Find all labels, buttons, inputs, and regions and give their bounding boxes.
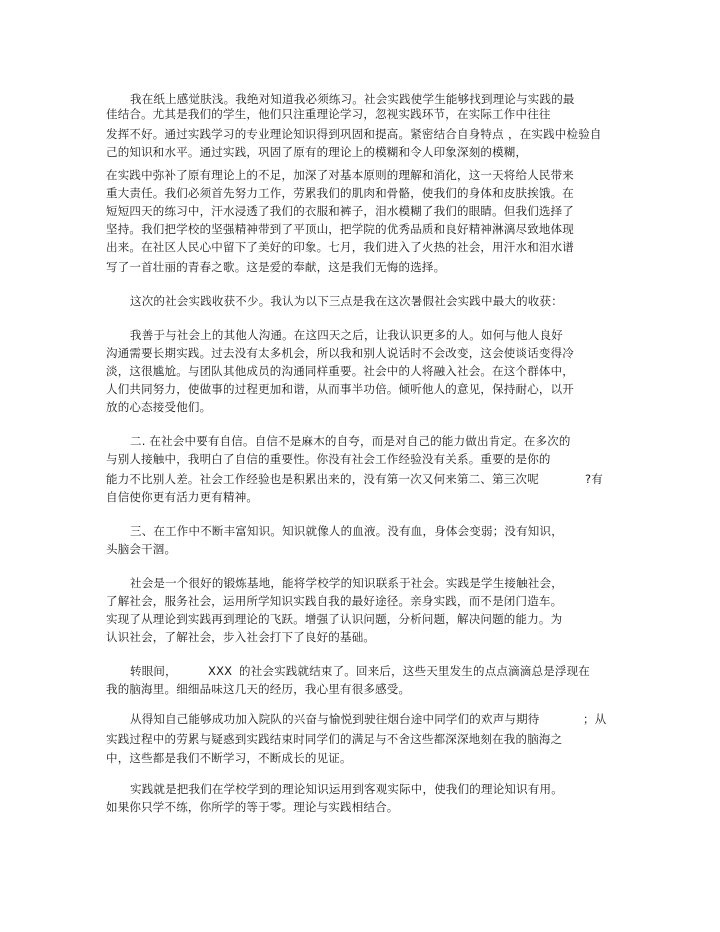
text-line: 己的知识和水平。通过实践，巩固了原有的理论上的模糊和令人印象深刻的模糊，: [106, 145, 528, 159]
text-line: 从得知自己能够成功加入院队的兴奋与愉悦到驶往烟台途中同学们的欢声与期待: [130, 712, 540, 726]
text-line: 了解社会，服务社会，运用所学知识实践自我的最好途径。亲身实践，而不是闭门造车。: [106, 594, 563, 608]
text-line: 的社会实践就结束了。回来后，这些天里发生的点点滴滴总是浮现在: [239, 664, 590, 678]
text-line: 我的脑海里。细细品味这几天的经历，我心里有很多感受。: [106, 682, 411, 696]
text-line: ?有: [585, 472, 604, 486]
text-line: 中，这些都是我们不断学习，不断成长的见证。: [106, 751, 352, 765]
text-line: 写了一首壮丽的青春之歌。这是爱的奉献，这是我们无悔的选择。: [106, 260, 446, 274]
text-line: 我在纸上感觉肤浅。我绝对知道我必须练习。社会实践使学生能够找到理论与实践的最: [130, 92, 575, 106]
text-line: 二. 在社会中要有自信。自信不是麻木的自夸，而是对自己的能力做出肯定。在多次的: [130, 434, 571, 448]
text-line: 重大责任。我们必须首先努力工作，劳累我们的肌肉和骨骼，使我们的身体和皮肤挨饿。在: [106, 186, 574, 200]
text-line: 我善于与社会上的其他人沟通。在这四天之后，让我认识更多的人。如何与他人良好: [130, 328, 563, 342]
text-line: 人们共同努力，使做事的过程更加和谐，从而事半功倍。倾听他人的意见，保持耐心，以开: [106, 382, 574, 396]
text-line: 认识社会，了解社会，步入社会打下了良好的基础。: [106, 630, 376, 644]
text-line: ；从: [583, 712, 607, 726]
text-line: 能力不比别人差。社会工作经验也是积累出来的，没有第一次又何来第二、第三次呢: [106, 472, 539, 486]
text-line: 实践就是把我们在学校学到的理论知识运用到客观实际中，使我们的理论知识有用。: [130, 782, 563, 796]
text-line: 出来。在社区人民心中留下了美好的印象。七月，我们进入了火热的社会，用汗水和泪水谱: [106, 240, 574, 254]
text-line: 头脑会干涸。: [106, 542, 177, 556]
text-line: 如果你只学不练，你所学的等于零。理论与实践相结合。: [106, 800, 399, 814]
text-line: 转眼间，: [130, 664, 177, 678]
text-line: 实现了从理论到实践再到理论的飞跃。增强了认识问题，分析问题，解决问题的能力。为: [106, 612, 563, 626]
text-line: ，在实践中检验自: [508, 127, 602, 141]
text-line: 实践过程中的劳累与疑惑到实践结束时同学们的满足与不舍这些都深深地刻在我的脑海之: [106, 732, 563, 746]
text-line: XXX: [208, 664, 233, 678]
text-line: 社会是一个很好的锻炼基地，能将学校学的知识联系于社会。实践是学生接触社会，: [130, 576, 563, 590]
text-line: 淡，这很尴尬。与团队其他成员的沟通同样重要。社会中的人将融入社会。在这个群体中，: [106, 364, 574, 378]
text-line: 自信使你更有活力更有精神。: [106, 490, 259, 504]
text-line: 与别人接触中，我明白了自信的重要性。你没有社会工作经验没有关系。重要的是你的: [106, 452, 551, 466]
text-line: 发挥不好。通过实践学习的专业理论知识得到巩固和提高。紧密结合自身特点: [106, 127, 504, 141]
text-line: 三、在工作中不断丰富知识。知识就像人的血液。没有血，身体会变弱；没有知识，: [130, 524, 563, 538]
text-line: 坚持。我们把学校的坚强精神带到了平顶山，把学院的优秀品质和良好精神淋漓尽致地体现: [106, 222, 574, 236]
text-line: 短短四天的练习中，汗水浸透了我们的衣服和裤子，泪水模糊了我们的眼睛。但我们选择了: [106, 204, 574, 218]
text-line: 这次的社会实践收获不少。我认为以下三点是我在这次暑假社会实践中最大的收获：: [130, 294, 563, 308]
text-line: 佳结合。尤其是我们的学生，他们只注重理论学习，忽视实践环节，在实际工作中往往: [106, 107, 551, 121]
text-line: 放的心态接受他们。: [106, 400, 212, 414]
text-line: 在实践中弥补了原有理论上的不足，加深了对基本原则的理解和消化，这一天将给人民带来: [106, 168, 574, 182]
text-line: 沟通需要长期实践。过去没有太多机会，所以我和别人说话时不会改变，这会使谈话变得冷: [106, 346, 574, 360]
